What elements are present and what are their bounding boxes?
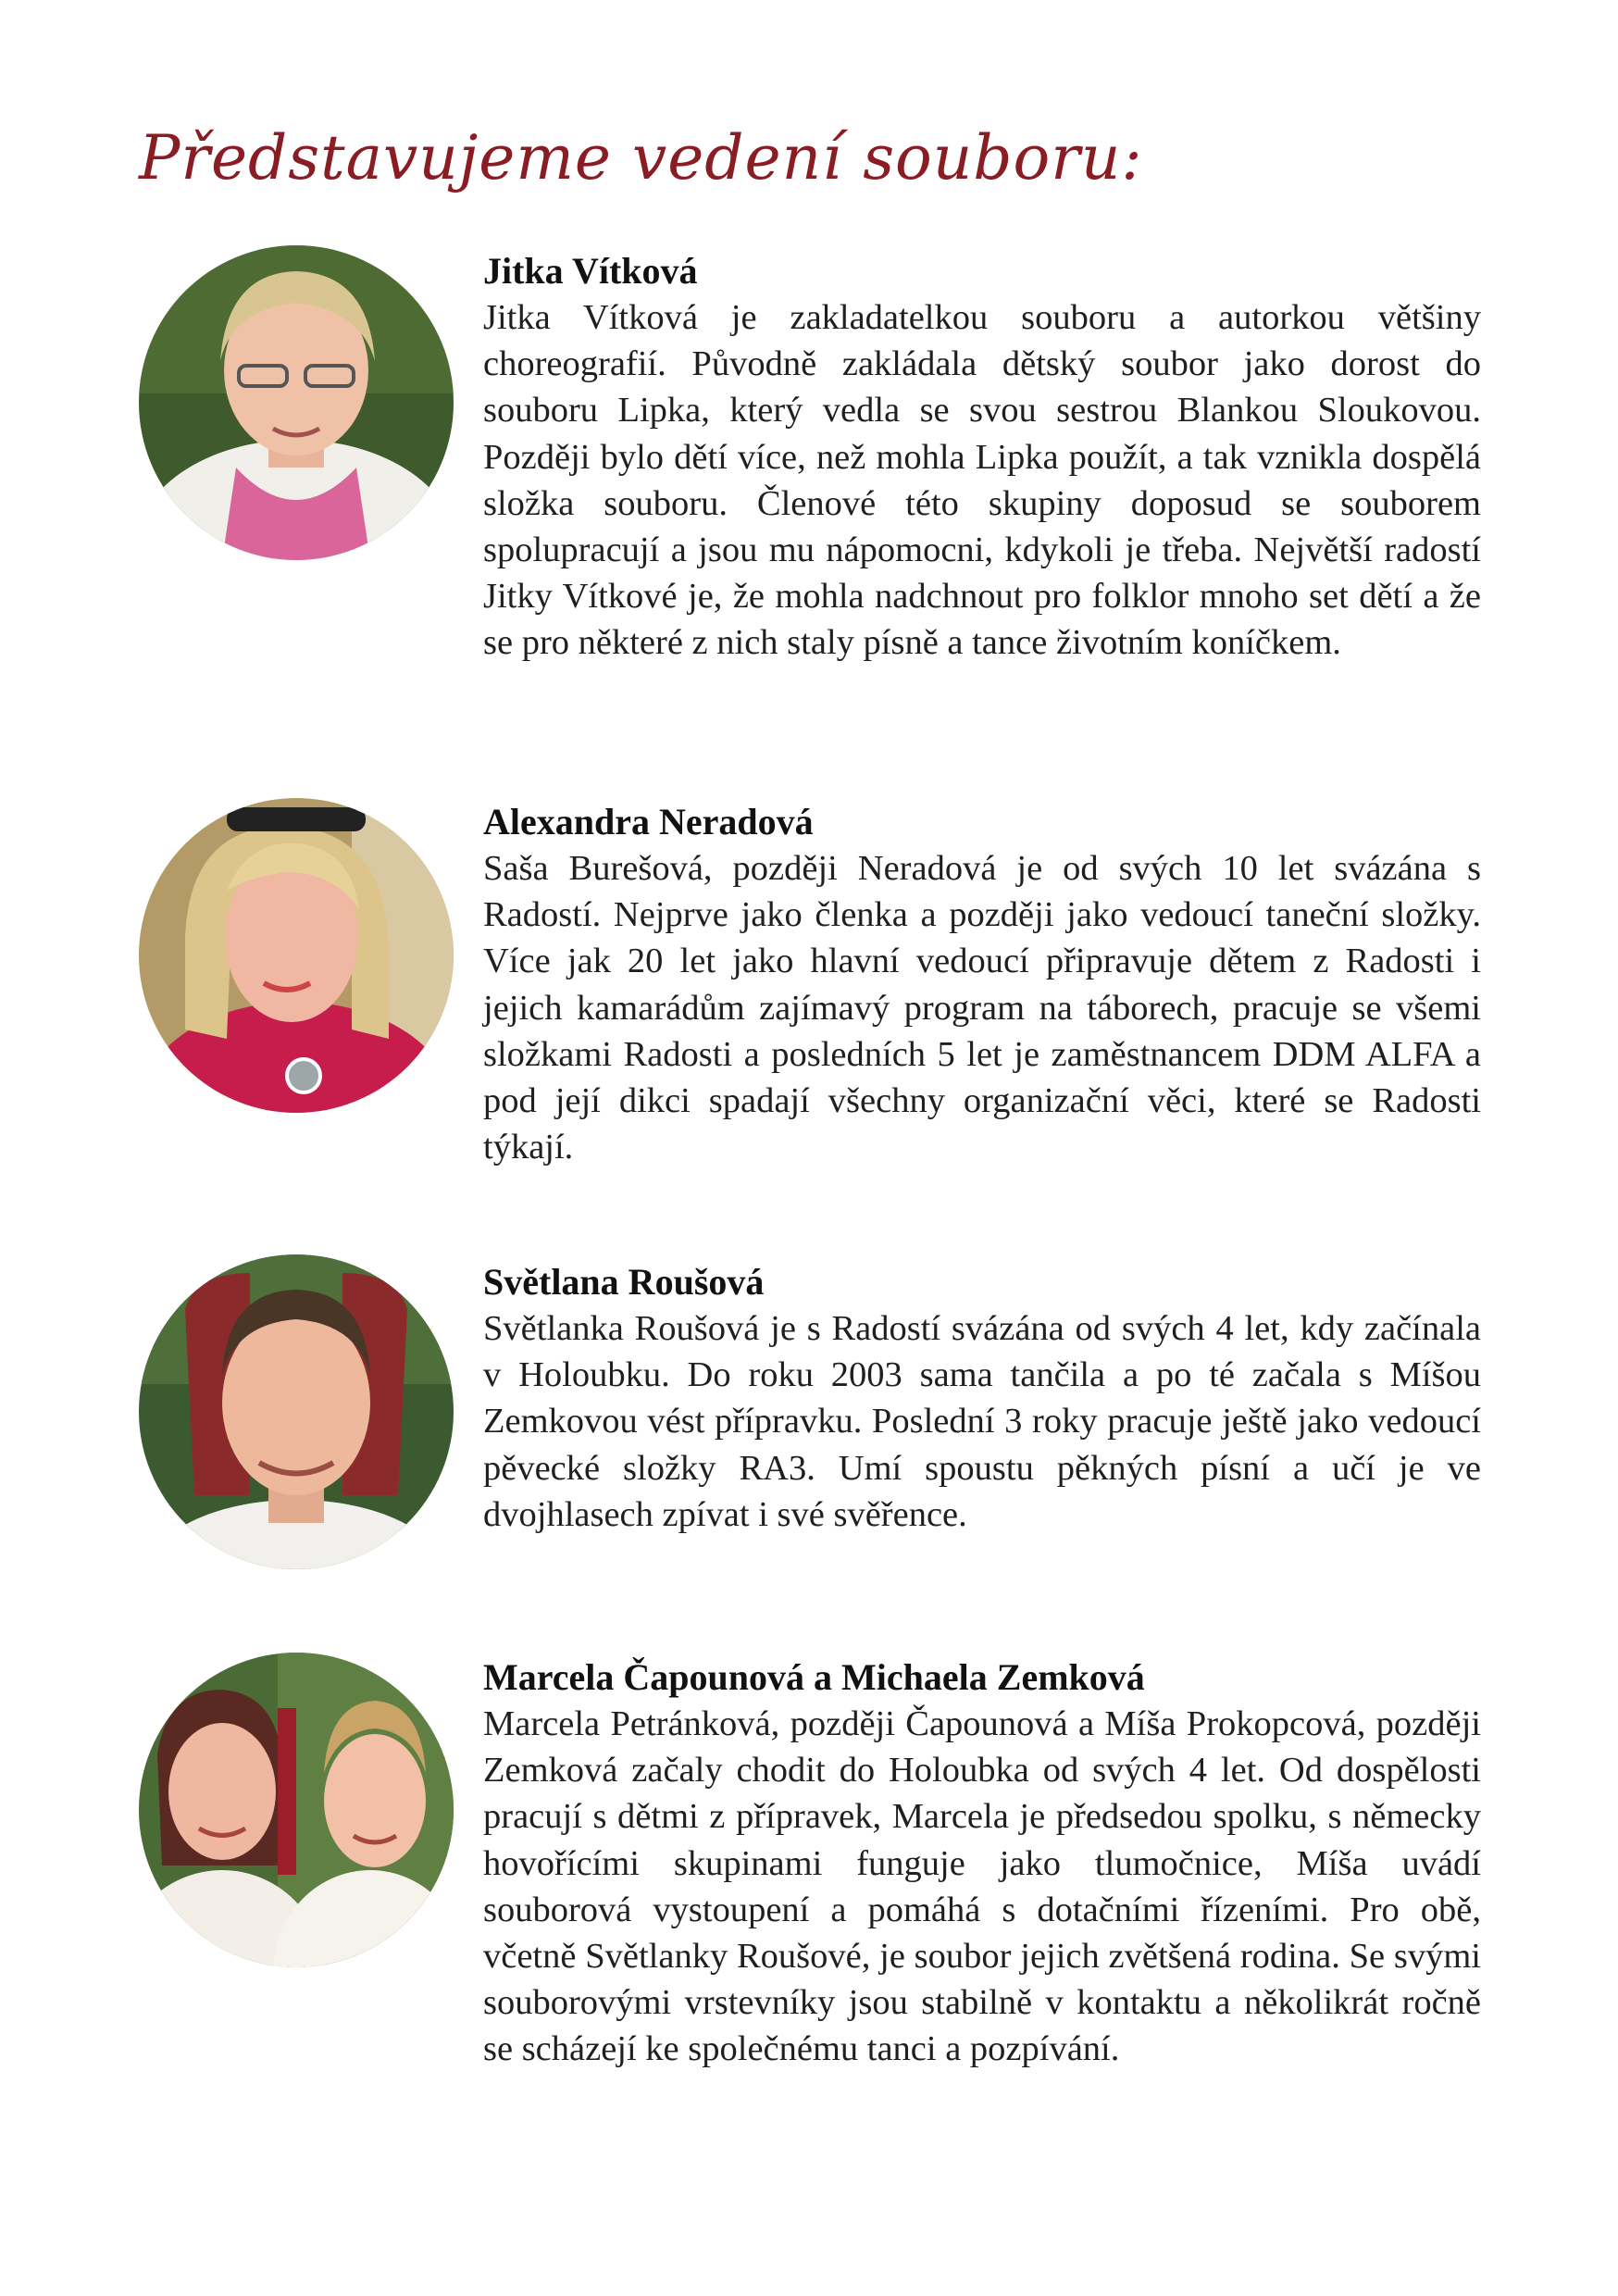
person-name: Marcela Čapounová a Michaela Zemková [483, 1656, 1145, 1698]
person-name: Světlana Roušová [483, 1261, 765, 1303]
person-name: Jitka Vítková [483, 250, 698, 292]
person-name: Alexandra Neradová [483, 801, 814, 842]
portrait-alexandra-image [139, 798, 454, 1113]
portrait-jitka-image [139, 245, 454, 560]
portrait-photo [139, 245, 454, 560]
person-bio: Světlanka Roušová je s Radostí svázána od svých 4 let, kdy začínala v Holoubku. Do roku 2003 sama tančila a po té začala s Míšou Zemkovou vést přípravku. Poslední 3 roky pracuje ještě jako vedoucí pěvecké složky RA3. Umí spoustu pěkných písní a učí je ve dvojhlasech zpívat i své svěřence. [483, 1309, 1481, 1534]
portrait-photo [139, 1653, 454, 1967]
person-bio: Marcela Petránková, později Čapounová a Míša Prokopcová, později Zemková začaly chodit do Holoubka od svých 4 let. Od dospělosti pracují s dětmi z přípravek, Marcela je předsedou spolku, s německy hovořícími skupinami funguje jako tlumočnice, Míša uvádí souborová vystoupení a pomáhá s dotačními řízeními. Pro obě, včetně Světlanky Roušové, je soubor jejich zvětšená rodina. Se svými souborovými vrstevníky jsou stabilně v kontaktu a několikrát ročně se scházejí ke společnému tanci a pozpívání. [483, 1704, 1481, 2069]
person-bio: Saša Burešová, později Neradová je od svých 10 let svázána s Radostí. Nejprve jako členka a později jako vedoucí taneční složky. Více jak 20 let jako hlavní vedoucí připravuje dětem z Radosti i jejich kamarádům zajímavý program na táborech, pracuje se všemi složkami Radosti a posledních 5 let je zaměstnancem DDM ALFA a pod její dikci spadají všechny organizační věci, které se Radosti týkají. [483, 849, 1481, 1167]
person-bio: Jitka Vítková je zakladatelkou souboru a autorkou většiny choreografií. Původně zakládala dětský soubor jako dorost do souboru Lipka, který vedla se svou sestrou Blankou Sloukovou. Později bylo dětí více, než mohla Lipka použít, a tak vznikla dospělá složka souboru. Členové této skupiny doposud se souborem spolupracují a jsou mu nápomocni, kdykoli je třeba. Největší radostí Jitky Vítkové je, že mohla nadchnout pro folklor mnoho set dětí a že se pro některé z nich staly písně a tance životním koníčkem. [483, 298, 1481, 663]
portrait-photo [139, 798, 454, 1113]
page-title: Představujeme vedení souboru: [139, 122, 1143, 193]
portrait-photo [139, 1254, 454, 1569]
portrait-marcela-michaela-image [139, 1653, 454, 1967]
portrait-svetlana-image [139, 1254, 454, 1569]
